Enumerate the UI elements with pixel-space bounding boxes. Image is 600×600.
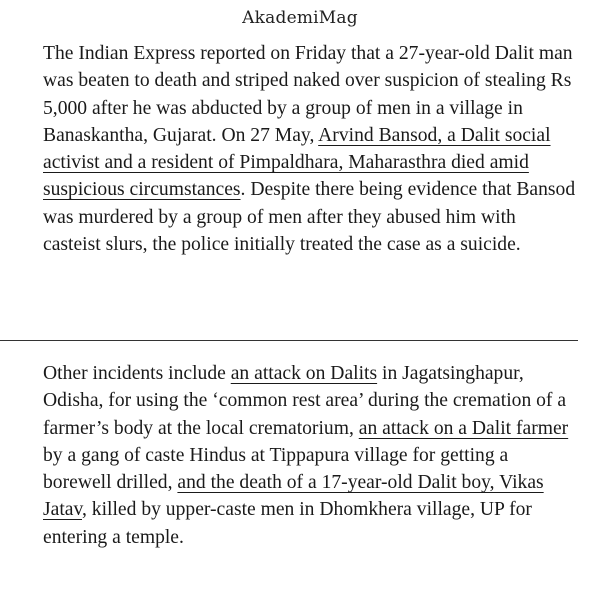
link-attack-on-dalits[interactable]: an attack on Dalits: [230, 363, 378, 384]
article-paragraph-2: [43, 360, 578, 551]
paragraph-2-text-2: in Jagatsinghapur, Odisha, for using the ‘common rest area’ during the cremation of a farmer’s body at the local crematorium,: [43, 363, 567, 439]
paragraph-2-text-1: Other incidents include: [43, 363, 231, 384]
section-divider: [0, 340, 578, 341]
paragraph-2-text-3: by a gang of caste Hindus at Tippapura village for getting a borewell drilled,: [43, 444, 509, 494]
link-arvind-bansod[interactable]: Arvind Bansod, a Dalit social activist and a resident of Pimpaldhara, Maharasthra died amid suspicious circumstances: [43, 124, 551, 201]
paragraph-2-text-4: , killed by upper-caste men in Dhomkhera village, UP for entering a temple.: [43, 499, 532, 548]
paragraph-1-text-1: The Indian Express reported on Friday that a 27-year-old Dalit man was beaten to death and striped naked over suspicion of stealing Rs 5,000 after he was abducted by a group of men in a village in Banaskantha, Gujarat. On 27 May,: [43, 43, 573, 146]
masthead-logo: AkademiMag: [242, 8, 358, 28]
article-paragraph-1: [43, 40, 578, 258]
link-death-of-dalit-boy[interactable]: and the death of a 17-year-old Dalit boy, Vikas Jatav: [43, 472, 544, 521]
paragraph-1-text-2: . Despite there being evidence that Bansod was murdered by a group of men after they abused him with casteist slurs, the police initially treated the case as a suicide.: [43, 179, 576, 256]
link-attack-on-dalit-farmer[interactable]: an attack on a Dalit farmer: [358, 417, 569, 439]
